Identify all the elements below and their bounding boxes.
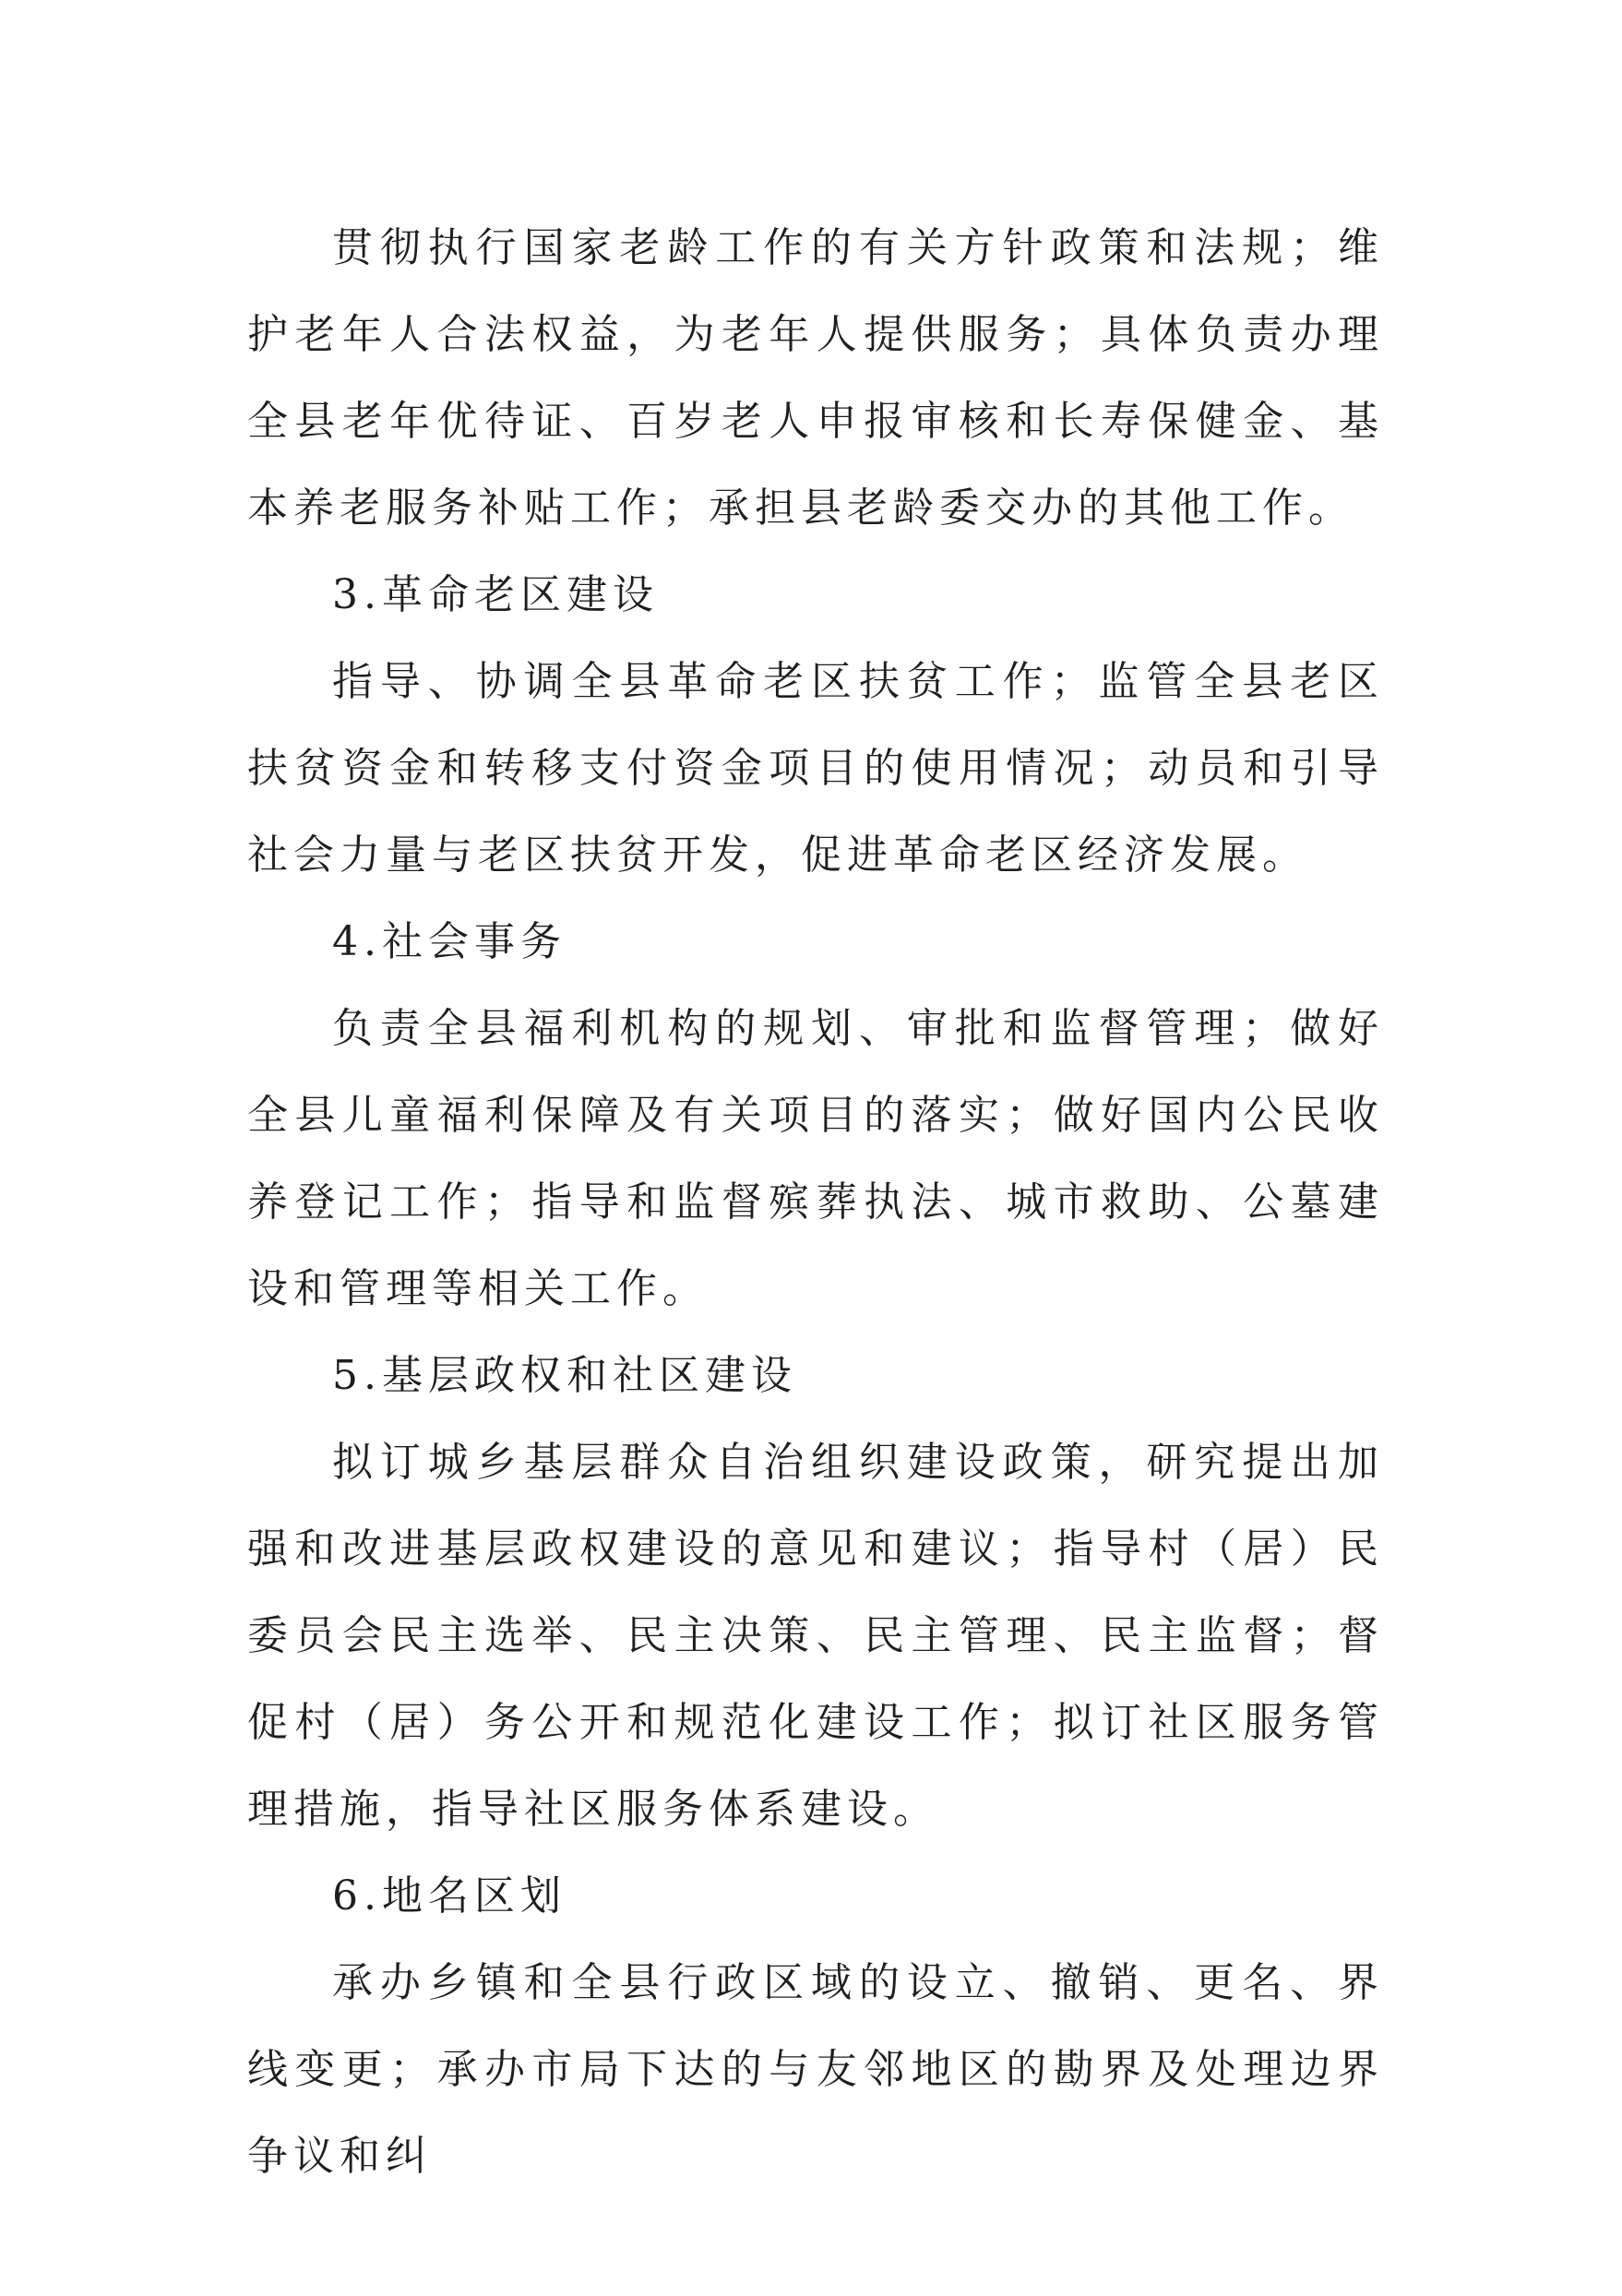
paragraph-grassroots-governance: 拟订城乡基层群众自治组织建设政策，研究提出加强和改进基层政权建设的意见和建议；指导村（居）民委员会民主选举、民主决策、民主管理、民主监督；督促村（居）务公开和规范化建设工作；拟订社区服务管理措施，指导社区服务体系建设。	[247, 1439, 1384, 1833]
section-heading-grassroots-governance: 5.基层政权和社区建设	[332, 1352, 797, 1399]
section-heading-old-revolutionary-areas: 3.革命老区建设	[332, 571, 659, 618]
paragraph-old-revolutionary-areas: 指导、协调全县革命老区扶贫工作；监管全县老区扶贫资金和转移支付资金项目的使用情况；动员和引导社会力量与老区扶贫开发，促进革命老区经济发展。	[247, 658, 1384, 879]
section-heading-place-names-divisions: 6.地名区划	[332, 1872, 567, 1919]
paragraph-place-names-divisions: 承办乡镇和全县行政区域的设立、撤销、更名、界线变更；承办市局下达的与友邻地区的勘界及处理边界争议和纠	[247, 1959, 1384, 2180]
document-body	[247, 205, 1384, 2200]
section-heading-social-affairs: 4.社会事务	[332, 918, 567, 965]
paragraph-elderly-services: 贯彻执行国家老龄工作的有关方针政策和法规；维护老年人合法权益，为老年人提供服务；具体负责办理全县老年优待证、百岁老人申报审核和长寿保健金、基本养老服务补贴工作；承担县老龄委交办的其他工作。	[247, 224, 1384, 532]
paragraph-social-affairs: 负责全县福利机构的规划、审批和监督管理；做好全县儿童福利保障及有关项目的落实；做好国内公民收养登记工作；指导和监督殡葬执法、城市救助、公墓建设和管理等相关工作。	[247, 1005, 1384, 1312]
